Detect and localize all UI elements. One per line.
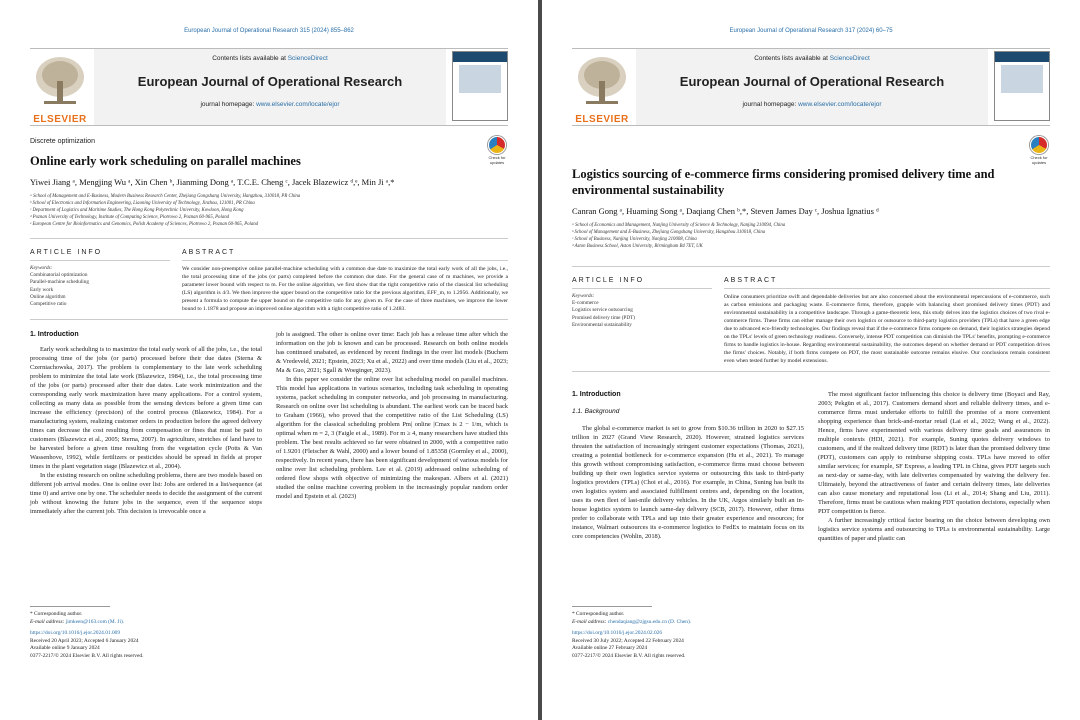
homepage-link[interactable]: www.elsevier.com/locate/ejor: [798, 101, 882, 108]
elsevier-tree-logo: [30, 51, 90, 121]
keyword: Environmental sustainability: [572, 321, 632, 328]
keyword: Logistics service outsourcing: [572, 307, 633, 314]
footnote-block: [572, 606, 1050, 660]
affiliation: ᵈ Aston Business School, Aston University, Birmingham B4 7ET, UK: [572, 244, 703, 249]
body-paragraph: job is assigned. The other is online over time: Each job has a release time after which the information on the job is known and can be processed. Research on both online models has continued unabated, as evidenced by recent findings in the over list models (Buchem & Vredeveld, 2021; Epstein, 2023; Xu et al., 2022) and over time models (Liu et al., 2023; Ma & Guo, 2021; Sgall & Woeginger, 2023).: [276, 331, 508, 374]
homepage-link[interactable]: www.elsevier.com/locate/ejor: [256, 101, 340, 108]
introduction-heading: 1. Introduction: [572, 391, 621, 398]
affiliation: ᵇ School of Electronics and Information Engineering, Liaoning University of Technology, Jinzhou, 121001, PR China: [30, 201, 255, 206]
journal-banner: [30, 48, 508, 126]
elsevier-wordmark: ELSEVIER: [575, 114, 629, 125]
journal-cover-thumbnail: [994, 51, 1050, 121]
divider: [30, 319, 508, 320]
journal-header-box: [94, 49, 446, 125]
check-for-updates-badge[interactable]: [1028, 136, 1050, 164]
footnote-block: [30, 606, 508, 660]
keywords: [572, 293, 712, 329]
article-info-heading: ARTICLE INFO: [30, 249, 103, 256]
journal-header-box: [636, 49, 988, 125]
body-columns: [572, 390, 1050, 543]
online-date: Available online 9 January 2024: [30, 645, 100, 651]
author-list: Yiwei Jiang ᵃ, Mengjing Wu ᵃ, Xin Chen ᵇ, Jianming Dong ᵃ, T.C.E. Cheng ᶜ, Jacek Blazewicz ᵈ,ᵉ, Min Ji ᵃ,*: [30, 177, 395, 187]
paper-page-1: [0, 0, 538, 720]
contents-prefix: Contents lists available at: [754, 55, 830, 62]
affiliation: ᵃ School of Economics and Management, Nanjing University of Science & Technology, Nanjing 210094, China: [572, 223, 786, 228]
journal-banner: [572, 48, 1050, 126]
article-section: Discrete optimization: [30, 138, 95, 145]
body-column-left: [30, 330, 262, 516]
affiliation: ᵈ Poznan University of Technology, Institute of Computing Science, Piotrowo 2, Poznan 60-965, Poland: [30, 215, 229, 220]
email-line: [30, 619, 508, 627]
doi-link[interactable]: https://doi.org/10.1016/j.ejor.2024.01.009: [30, 630, 121, 636]
check-updates-label: Check for updates: [1030, 155, 1048, 165]
doi-link[interactable]: https://doi.org/10.1016/j.ejor.2024.02.026: [572, 630, 663, 636]
journal-title: European Journal of Operational Research: [679, 74, 945, 89]
abstract-heading: ABSTRACT: [182, 249, 236, 256]
author-list: Canran Gong ᵃ, Huaming Song ᵃ, Daqiang Chen ᵇ,*, Steven James Day ᶜ, Joshua Ignatius ᵈ: [572, 206, 879, 216]
journal-cover-thumbnail: [452, 51, 508, 121]
body-columns: [30, 330, 508, 516]
corresponding-author: * Corresponding author.: [572, 611, 625, 617]
journal-title: European Journal of Operational Research: [137, 74, 403, 89]
keyword: Early work: [30, 286, 54, 293]
sciencedirect-link[interactable]: ScienceDirect: [829, 55, 870, 62]
body-paragraph: The global e-commerce market is set to grow from $10.36 trillion in 2020 to $27.15 trillion in 2027 (Grand View Research, 2020). However, strained logistics services threaten the satisfaction of increasingly stringent customer expectations (Thomas, 2021), creating a potential bottleneck for e-commerce expansion (Hu et al., 2021). To manage this growth without compromising satisfaction, e-commerce firms must choose between building up their own logistics service systems or outsourcing this task to third-party logistics providers (TPLs) (Choi et al., 2016). For example, in China, Suning has built its own logistics system and associated fulfillment centres and, depending on the location, uses its own fleet of last-mile delivery vehicles. In the UK, Argos similarly built an in-house logistics system to launch same-day delivery (SCB, 2017). However, other firms prefer to collaborate with TPLs and tap into their greater experience and resources; for instance, Walmart outsources its e-commerce logistics to FedEx to maintain focus on its core competencies (Wohlin, 2018).: [572, 425, 804, 540]
keywords-label: Keywords:: [30, 265, 53, 271]
homepage-prefix: journal homepage:: [742, 101, 799, 108]
affiliation: ᶜ Department of Logistics and Maritime Studies, The Hong Kong Polytechnic University, Kowloon, Hong Kong: [30, 208, 244, 213]
keyword: E-commerce: [572, 300, 599, 307]
article-info-heading: ARTICLE INFO: [572, 277, 645, 284]
contents-available: [636, 55, 988, 62]
keywords-label: Keywords:: [572, 293, 595, 299]
affiliation: ᵇ School of Management and E-Business, Zhejiang Gongshang University, Hangzhou 310018, China: [572, 230, 766, 235]
body-paragraph: In the existing research on online scheduling problems, there are two models based on different job arrival modes. One is online over list: Jobs are ordered in a list/sequence (at time 0) and arrive one by one. The scheduler needs to decide the assignment of the current job without knowing the future jobs in the sequence, even if the sequence stops immediately after the current job. This decision is irrevocable once a: [30, 472, 262, 515]
body-column-right: [818, 390, 1050, 543]
affiliations: [572, 222, 1050, 250]
online-date: Available online 27 February 2024: [572, 645, 648, 651]
divider: [572, 371, 1050, 372]
check-updates-icon: [1030, 136, 1048, 154]
article-title: Logistics sourcing of e-commerce firms considering promised delivery time and environmental sustainability: [572, 167, 995, 197]
received-date: Received 30 July 2022; Accepted 22 February 2024: [572, 637, 684, 644]
contents-available: [94, 55, 446, 62]
email-label: E-mail address:: [30, 618, 66, 625]
keyword: Parallel-machine scheduling: [30, 279, 89, 286]
copyright: 0377-2217/© 2024 Elsevier B.V. All rights reserved.: [30, 652, 144, 659]
article-info-block: [572, 277, 1050, 365]
check-for-updates-badge[interactable]: [486, 136, 508, 164]
keywords: [30, 265, 170, 308]
journal-reference[interactable]: European Journal of Operational Research 315 (2024) 855–862: [184, 28, 354, 34]
body-column-right: [276, 330, 508, 516]
keyword: Combinatorial optimization: [30, 272, 88, 279]
keyword: Competitive ratio: [30, 301, 67, 308]
body-column-left: [572, 390, 804, 543]
body-paragraph: The most significant factor influencing this choice is delivery time (Boyaci and Ray, 2003; Pekgün et al., 2017). Customers demand short and reliable delivery times, and e-commerce firms must undertake efforts to fulfill the promise of a more convenient shopping experience than brick-and-mortar retail (Lai et al., 2022; Wang et al., 2022). Hence, firms have experimented with various delivery time goals and assurances in multiple contexts (HDI, 2021). For example, Suning quotes delivery windows to customers, and if the realized delivery time (RDT) is later than the promised delivery time (PDT), customers can apply to reimburse shipping costs. TPLs have moved to offer similar services; for example, SF Express, a leading TPL in China, gives PDT targets such as next-day or same-day, with late deliveries compensated by waiving the delivery fee. Ultimately, beyond the attractiveness of faster and certain delivery times, late deliveries can also cause monetary and reputational loss (Li et al., 2014; Shang and Liu, 2011). Therefore, firms must be cautious when making PDT quotation decisions, especially when PDT competition is fierce.: [818, 391, 1050, 515]
article-info-block: [30, 249, 508, 313]
keyword: Promised delivery time (PDT): [572, 314, 635, 321]
elsevier-tree-logo: [572, 51, 632, 121]
email-link[interactable]: jimkeen@163.com (M. Ji).: [65, 618, 125, 625]
introduction-heading: 1. Introduction: [30, 331, 79, 338]
received-date: Received 20 April 2023; Accepted 6 January 2024: [30, 637, 139, 644]
sciencedirect-link[interactable]: ScienceDirect: [287, 55, 328, 62]
divider: [572, 266, 1050, 267]
copyright: 0377-2217/© 2024 Elsevier B.V. All rights reserved.: [572, 652, 686, 659]
abstract-text: Online consumers prioritize swift and dependable deliveries but are also concerned about the environmental repercussions of e-commerce, such as carbon emissions and packaging waste. E-commerce firms, therefore, grapple with balancing short promised delivery times (PDT) and environmental sustainability in a competitive landscape. Through a game-theoretic lens, this study delves into the logistics choices of two rival e-commerce firms. These firms can either manage their own logistics or outsource to third-party logistics providers (TPLs) that have a green edge due to advanced eco-friendly technologies. Our findings reveal that if the e-commerce firms compete on demand, their logistics strategies depend on the TPLs' levels of green technology readiness. Conversely, intense PDT competition can diminish the TPLs' benefits, prompting e-commerce firms to handle logistics in-house. Regarding environmental sustainability, the outcomes depend on whether demand or PDT competition drives the firms' choices. Notably, if both firms compete on PDT, the most sustainable outcome remains elusive. Our conclusions remain consistent even when tested further by model extensions.: [724, 294, 1050, 364]
keyword: Online algorithm: [30, 293, 66, 300]
subsection-heading: 1.1. Background: [572, 408, 620, 415]
journal-homepage: [94, 101, 446, 108]
abstract-text: We consider non-preemptive online parallel-machine scheduling with a common due date to maximize the total early work of all the jobs, i.e., the total processing time of the jobs (or parts) completed before the common due date. For the general case of m machines, we provide a parameter lower bound with respect to m. For the online algorithm, we first show that the tight competitive ratio of the classical list scheduling (LS) algorithm is 4/3. We then improve the upper bound on the competitive ratio for the previous algorithm, EFF_m, to 1.2956. Additionally, we present a formula to compute the upper bound on the competitive ratio for any given m. For the case of three machines, we improve the lower bound to 1.1878 and propose an improved online algorithm with a tight competitive ratio of 1.2483.: [182, 266, 508, 312]
email-label: E-mail address:: [572, 618, 608, 625]
check-updates-icon: [488, 136, 506, 154]
check-updates-label: Check for updates: [488, 155, 506, 165]
email-line: [572, 619, 1050, 627]
journal-reference[interactable]: European Journal of Operational Research 317 (2024) 60–75: [729, 28, 893, 34]
body-paragraph: In this paper we consider the online over list scheduling model on parallel machines. This model has applications in various scenarios, including task scheduling in operating systems, packet scheduling in computer networks, and job processing in manufacturing. Research on online over list scheduling is abundant. The earliest work can be traced back to Graham (1966), who proved that the competitive ratio of the List Scheduling (LS) algorithm for the classical scheduling problem Pm| online |Cmax is 2 − 1/m, which is optimal when m = 2, 3 (Faigle et al., 1989). For m ≥ 4, many researchers have studied this problem. The best results achieved so far were obtained in 2000, with a competitive ratio of 1.9201 (Fleischer & Wahl, 2000) and a lower bound of 1.85358 (Gormley et al., 2000), respectively. In recent years, there has been significant development of various models for online over list scheduling problem. Lee et al. (2019) addressed online scheduling of ordered flow shops with objective of minimizing the makespan. Albers et al. (2021) studied the online machine covering problem in the increasingly popular random order model and Epstein et al. (2023): [276, 376, 508, 500]
affiliation: ᶜ School of Business, Nanjing University, Nanjing 210008, China: [572, 237, 697, 242]
body-paragraph: Early work scheduling is to maximize the total early work of all the jobs, i.e., the total processing time of the jobs (or parts) processed before their due dates (Sterna & Czerniachowska, 2017). The problem is complementary to the late work scheduling problem to minimize the total late work (Blazewicz, 1984), i.e., the total processing time of the jobs (or parts) processed after their due dates. Late work minimization and the corresponding early work maximization have many applications. For a control system, collecting as many data as possible from the sensing devices before a given time can increase the efficiency (precision) of the control process (Blazewicz, 1984). For a manufacturing system, realizing customer orders in production before the agreed delivery times can decrease the cost resulting from compensation or fines that must be paid to customers (Blazewicz et al., 2005; Sterna, 2007). In agriculture, stretches of land have to be harvested before a given time resulting from the vegetation cycle (Potts & Van Wassenhove, 1992), while fertilizers or pesticides should be spread in fields at proper times in the plant vegetation stage (Blazewicz et al., 2004).: [30, 346, 262, 470]
abstract-heading: ABSTRACT: [724, 277, 778, 284]
article-title: Online early work scheduling on parallel machines: [30, 154, 301, 168]
affiliation: ᵉ European Centre for Bioinformatics and Genomics, Polish Academy of Sciences, Piotrowo 2, Poznan 60-965, Poland: [30, 222, 259, 227]
affiliation: ᵃ School of Management and E-Business, Modern Business Research Center, Zhejiang Gongshang University, Hangzhou, 310018, PR China: [30, 194, 301, 199]
body-paragraph: A further increasingly critical factor bearing on the choice between developing own logistics service systems and outsourcing to TPLs is environmental sustainability. Large quantities of paper and plastic can: [818, 517, 1050, 542]
elsevier-wordmark: ELSEVIER: [33, 114, 87, 125]
corresponding-author: * Corresponding author.: [30, 611, 83, 617]
affiliations: [30, 193, 508, 228]
divider: [30, 238, 508, 239]
email-link[interactable]: chendaqiang@zjgsu.edu.cn (D. Chen).: [607, 618, 692, 625]
paper-page-2: [542, 0, 1080, 720]
contents-prefix: Contents lists available at: [212, 55, 288, 62]
journal-homepage: [636, 101, 988, 108]
homepage-prefix: journal homepage:: [200, 101, 257, 108]
